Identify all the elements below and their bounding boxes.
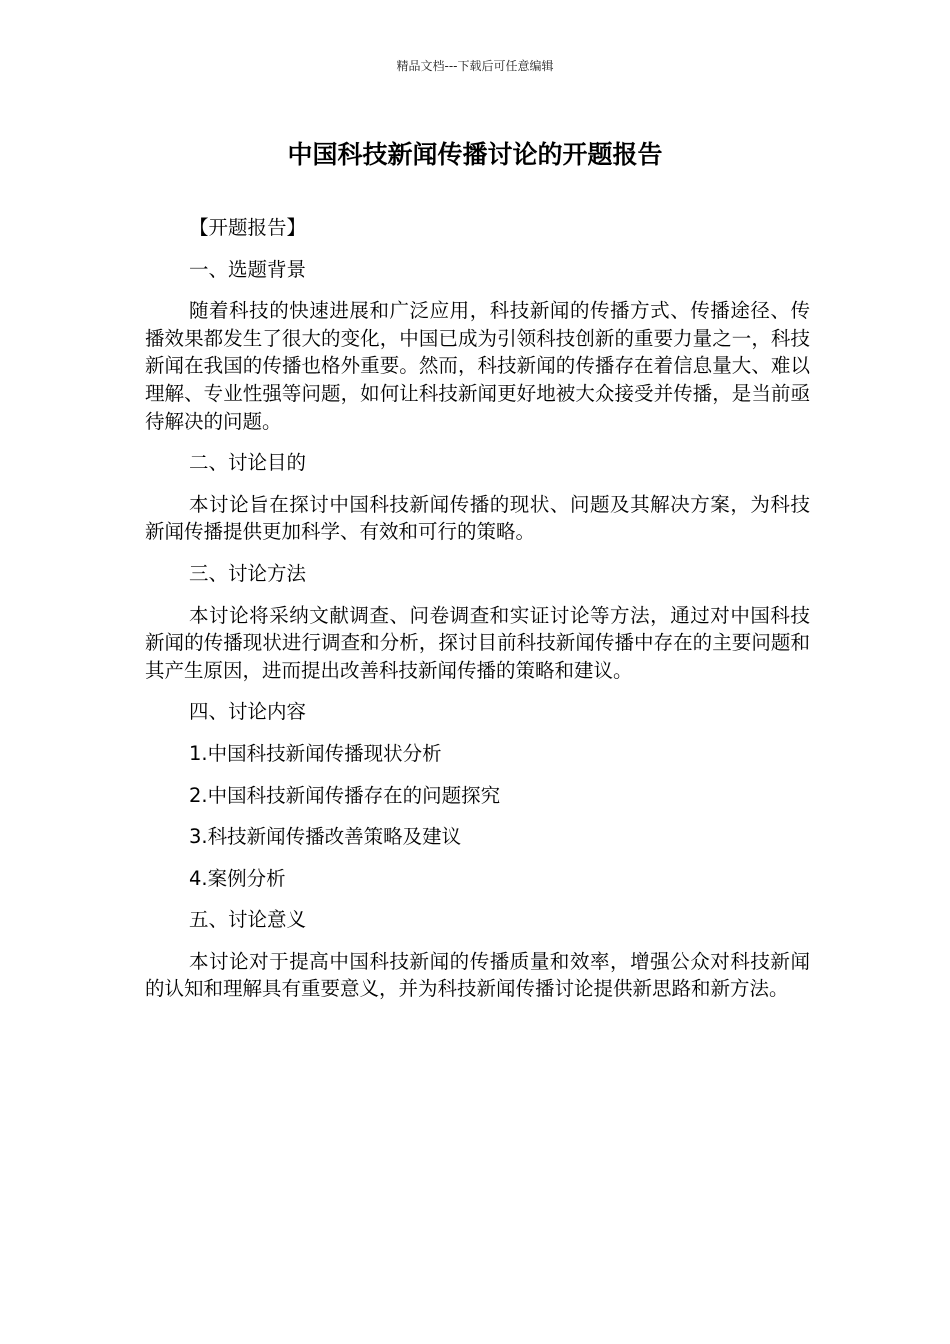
section-heading-purpose: 二、讨论目的: [189, 451, 307, 475]
document-title: 中国科技新闻传播讨论的开题报告: [287, 140, 663, 169]
section-heading-background: 一、选题背景: [189, 257, 307, 281]
content-item-4: 4.案例分析: [189, 866, 286, 890]
section-heading-content: 四、讨论内容: [189, 700, 307, 724]
paragraph-purpose: 本讨论旨在探讨中国科技新闻传播的现状、问题及其解决方案，为科技新闻传播提供更加科学、有效和可行的策略。: [145, 492, 810, 544]
paragraph-significance: 本讨论对于提高中国科技新闻的传播质量和效率，增强公众对科技新闻的认知和理解具有重要意义，并为科技新闻传播讨论提供新思路和新方法。: [145, 949, 810, 1001]
paragraph-method: 本讨论将采纳文献调查、问卷调查和实证讨论等方法，通过对中国科技新闻的传播现状进行调查和分析，探讨目前科技新闻传播中存在的主要问题和其产生原因，进而提出改善科技新闻传播的策略和建议。: [145, 603, 810, 682]
content-item-3: 3.科技新闻传播改善策略及建议: [189, 825, 462, 849]
report-label: 【开题报告】: [189, 216, 307, 239]
section-heading-method: 三、讨论方法: [189, 561, 307, 585]
section-heading-significance: 五、讨论意义: [189, 908, 307, 932]
document-body: [145, 214, 810, 1017]
page-header: 精品文档---下载后可任意编辑: [396, 59, 554, 73]
content-item-2: 2.中国科技新闻传播存在的问题探究: [189, 783, 501, 807]
content-item-1: 1.中国科技新闻传播现状分析: [189, 741, 442, 765]
paragraph-background: 随着科技的快速进展和广泛应用，科技新闻的传播方式、传播途径、传播效果都发生了很大的变化，中国已成为引领科技创新的重要力量之一，科技新闻在我国的传播也格外重要。然而，科技新闻的传播存在着信息量大、难以理解、专业性强等问题，如何让科技新闻更好地被大众接受并传播，是当前亟待解决的问题。: [145, 299, 810, 433]
